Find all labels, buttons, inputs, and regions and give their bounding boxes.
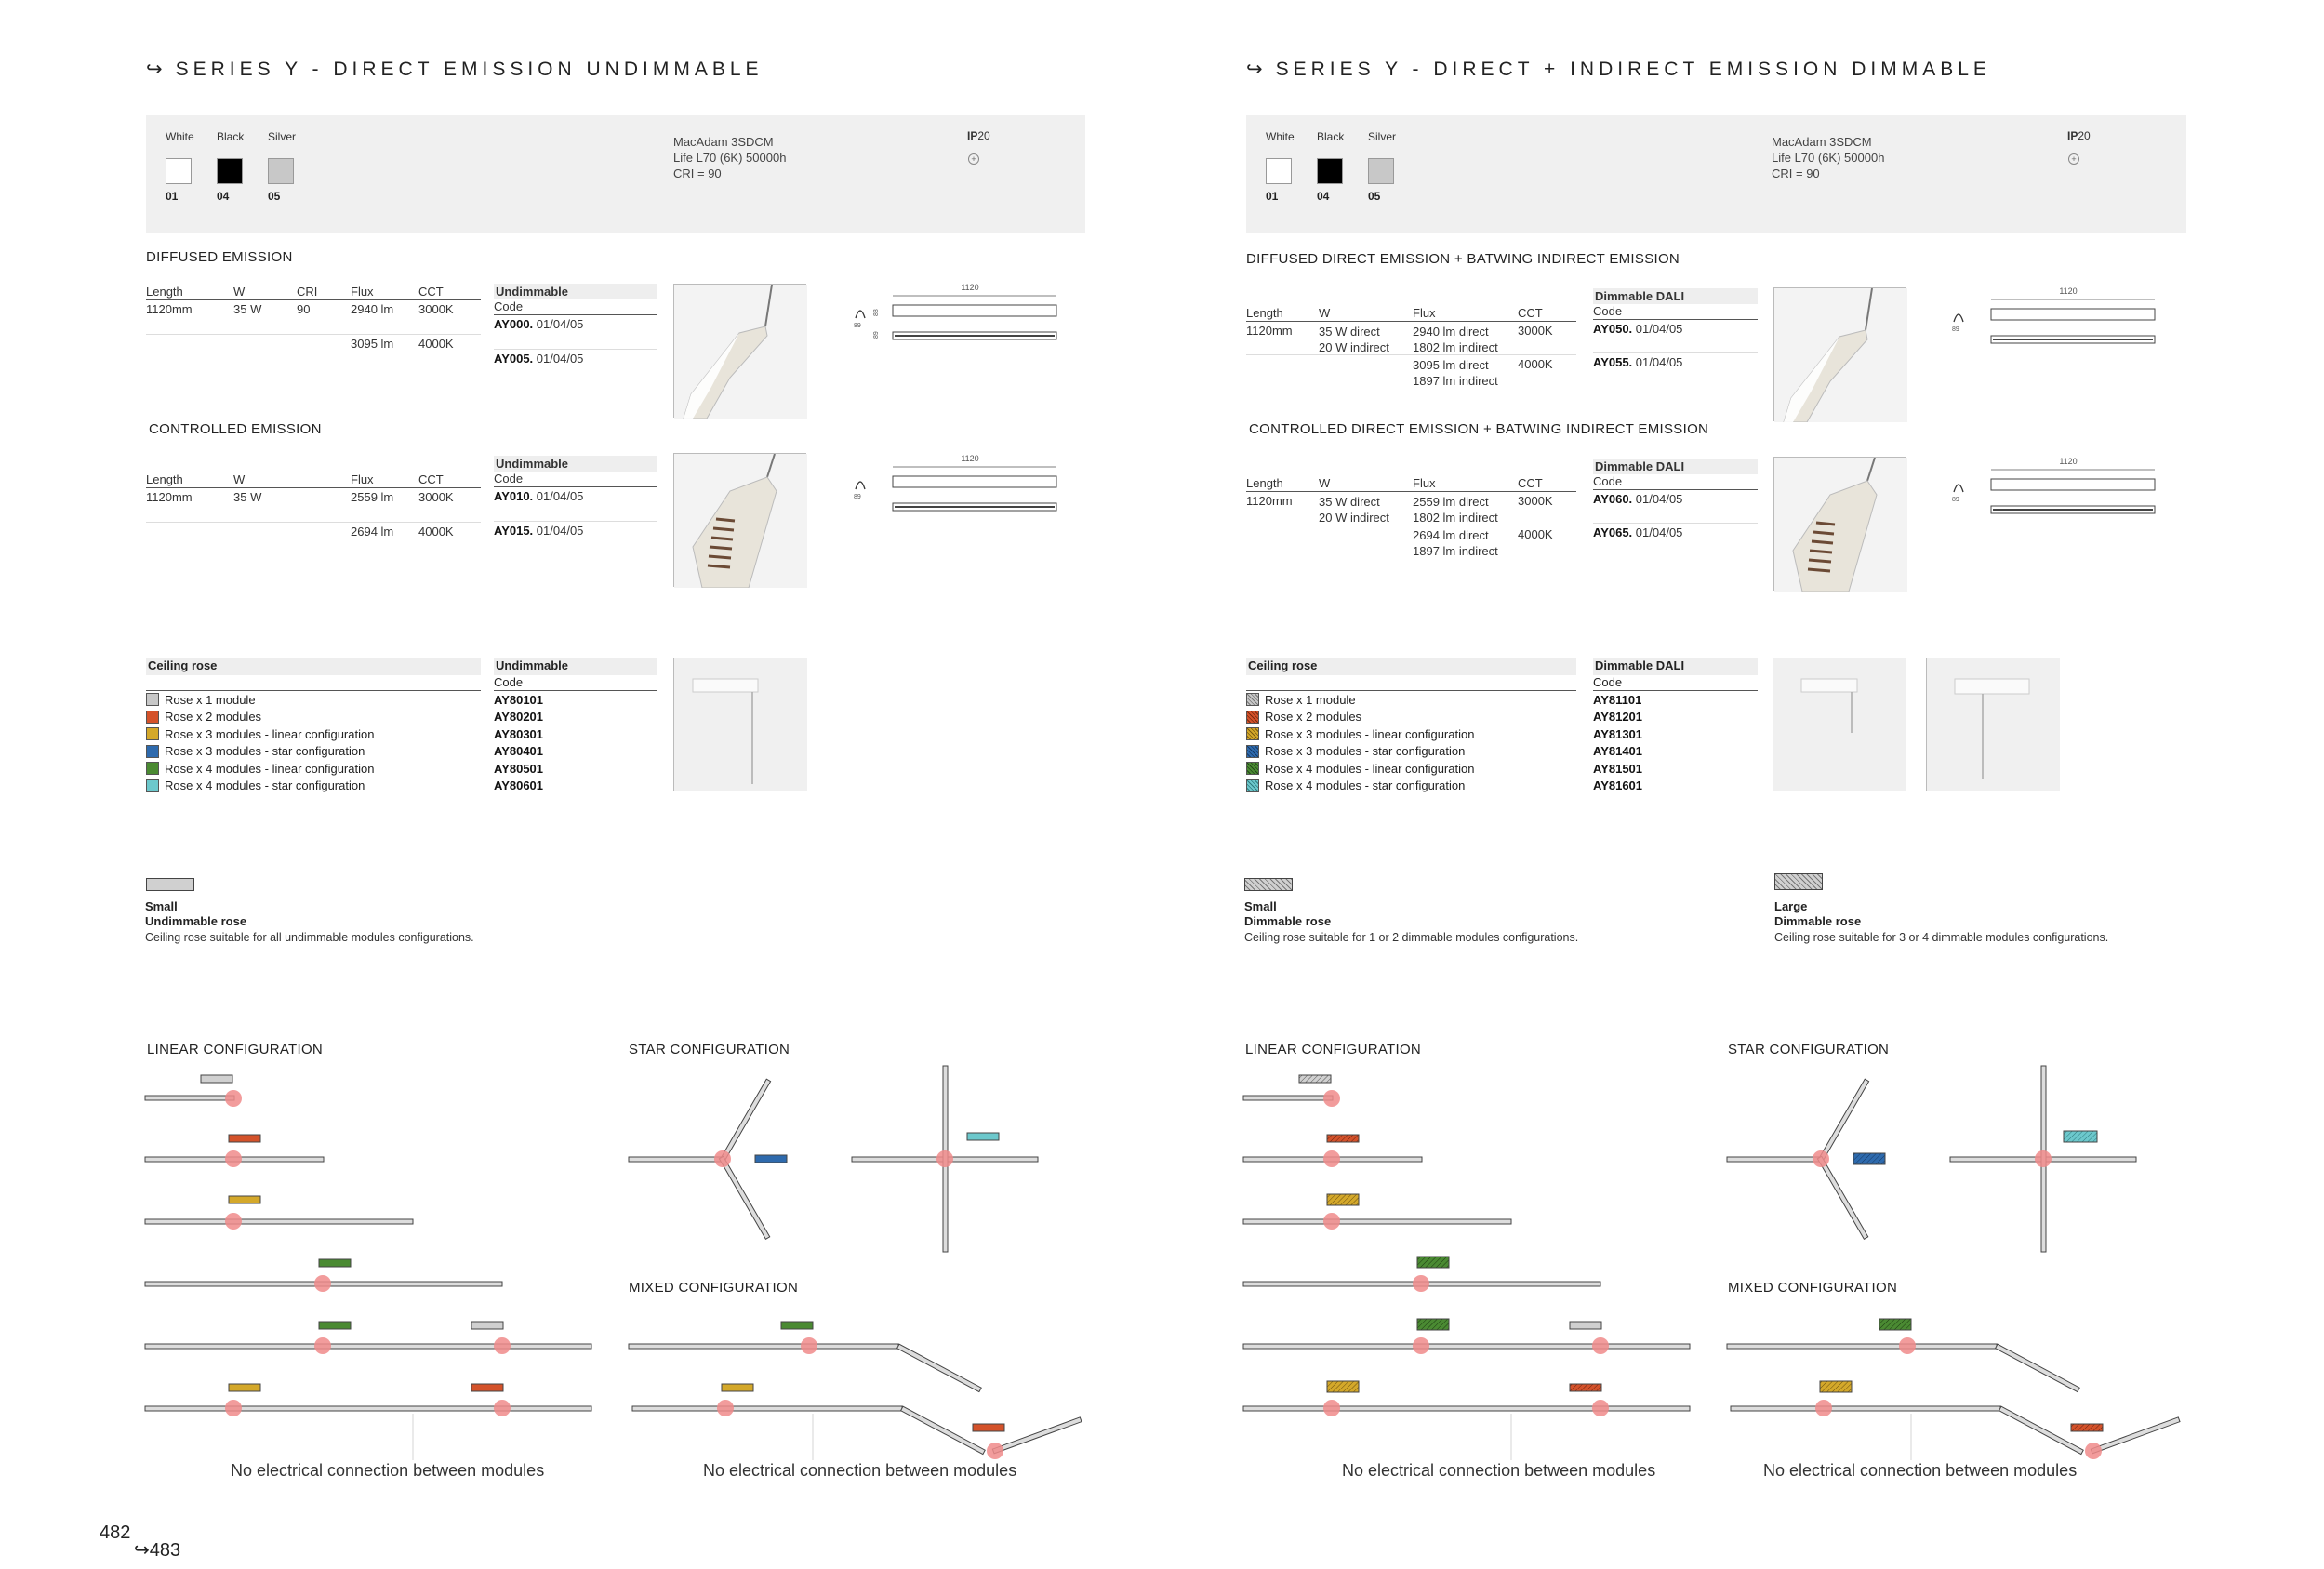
no-connection-note: No electrical connection between modules bbox=[1342, 1461, 1656, 1480]
finish-label: White bbox=[1266, 130, 1295, 143]
small-rose-title: Small bbox=[1244, 899, 1277, 913]
rose-color-swatch bbox=[1246, 779, 1259, 792]
dimension-drawing bbox=[1950, 455, 2164, 520]
large-rose-title: Large bbox=[1774, 899, 1808, 913]
svg-text:1120: 1120 bbox=[2059, 457, 2078, 466]
ceiling-rose-small-image bbox=[1773, 658, 1906, 791]
star-configuration-title: STAR CONFIGURATION bbox=[1728, 1042, 1890, 1057]
left-controlled-heading: CONTROLLED EMISSION bbox=[149, 421, 322, 437]
svg-text:1120: 1120 bbox=[961, 454, 979, 463]
left-spec-text: MacAdam 3SDCM Life L70 (6K) 50000h CRI = 90 bbox=[673, 135, 787, 180]
left-rose-table: Ceiling rose Rose x 1 module Rose x 2 modules Rose x 3 modules - linear configuration Rose x 3 modules - star configuration Rose x 4 modules - linear configuration Rose x 4 modules - star configuration bbox=[146, 658, 481, 794]
left-diffused-code-table: Undimmable Code AY000. 01/04/05 AY005. 01/04/05 bbox=[494, 285, 657, 368]
left-diffused-heading: DIFFUSED EMISSION bbox=[146, 249, 293, 265]
right-section-title: ↪ SERIES Y - DIRECT + INDIRECT EMISSION DIMMABLE bbox=[1246, 59, 1991, 80]
svg-text:89: 89 bbox=[854, 323, 861, 329]
finish-code: 04 bbox=[1317, 190, 1330, 203]
arrow-icon: ↪ bbox=[134, 1540, 150, 1561]
left-controlled-code-table: Undimmable Code AY010. 01/04/05 AY015. 01/04/05 bbox=[494, 456, 657, 540]
list-item: Rose x 4 modules - linear configuration bbox=[1246, 760, 1576, 778]
ceiling-rose-large-image bbox=[1926, 658, 2059, 791]
table-row: AY005. 01/04/05 bbox=[494, 352, 584, 366]
linear-row-4 bbox=[1243, 1257, 1600, 1292]
table-row: AY010. 01/04/05 bbox=[494, 487, 657, 522]
dimension-drawing bbox=[1950, 285, 2164, 350]
right-controlled-heading: CONTROLLED DIRECT EMISSION + BATWING INDIRECT EMISSION bbox=[1249, 421, 1709, 437]
star-4-modules bbox=[852, 1066, 1038, 1252]
arrow-icon: ↪ bbox=[146, 59, 163, 80]
right-finishes bbox=[1266, 128, 1414, 212]
linear-row-5 bbox=[145, 1322, 591, 1354]
list-item: Rose x 3 modules - linear configuration bbox=[146, 725, 481, 743]
left-controlled-table: Length W Flux CCT 1120mm 35 W 2559 lm 3000K 2694 lm 4000K bbox=[146, 472, 481, 541]
finish-code: 05 bbox=[268, 190, 281, 203]
page-number-left: 482 bbox=[100, 1522, 131, 1543]
table-row: 1120mm 35 W direct 20 W indirect 2940 lm direct 1802 lm indirect 3000K bbox=[1246, 322, 1576, 355]
finish-label: Silver bbox=[1368, 130, 1397, 143]
rose-color-swatch bbox=[146, 745, 159, 758]
linear-row-2 bbox=[1243, 1135, 1422, 1167]
finish-swatch-black bbox=[1317, 158, 1343, 184]
finish-code: 04 bbox=[217, 190, 230, 203]
finish-swatch-silver bbox=[1368, 158, 1394, 184]
svg-text:89: 89 bbox=[873, 331, 880, 339]
rose-color-swatch bbox=[1246, 727, 1259, 740]
table-row: 1120mm 35 W 2559 lm 3000K bbox=[146, 488, 481, 523]
product-image-controlled-dimmable bbox=[1773, 457, 1906, 591]
small-rose-desc: Ceiling rose suitable for all undimmable modules configurations. bbox=[145, 931, 474, 944]
left-section-title: ↪ SERIES Y - DIRECT EMISSION UNDIMMABLE bbox=[146, 59, 764, 80]
svg-text:89: 89 bbox=[1952, 326, 1959, 333]
svg-text:1120: 1120 bbox=[2059, 286, 2078, 296]
earth-symbol-icon: + bbox=[968, 153, 979, 165]
list-item: Rose x 3 modules - linear configuration bbox=[1246, 725, 1576, 743]
rose-color-swatch bbox=[1246, 762, 1259, 775]
star-4-modules bbox=[1950, 1066, 2136, 1252]
mixed-row-1 bbox=[629, 1322, 981, 1392]
left-ip-rating: IP20 bbox=[967, 129, 990, 142]
dimension-drawing bbox=[852, 281, 1066, 346]
finish-label: Black bbox=[1317, 130, 1345, 143]
list-item: Rose x 2 modules bbox=[1246, 709, 1576, 726]
small-rose-subtitle: Undimmable rose bbox=[145, 914, 247, 928]
list-item: Rose x 1 module bbox=[146, 691, 481, 709]
mixed-configuration-title: MIXED CONFIGURATION bbox=[629, 1280, 799, 1296]
linear-row-1 bbox=[145, 1075, 242, 1107]
rose-color-swatch bbox=[146, 693, 159, 706]
no-connection-note: No electrical connection between modules bbox=[231, 1461, 545, 1480]
right-diffused-table: Length W Flux CCT 1120mm 35 W direct 20 W indirect 2940 lm direct 1802 lm indirect 3000K 3095 lm direct 1897 lm indirect 4000K bbox=[1246, 306, 1576, 389]
mixed-row-1 bbox=[1727, 1319, 2079, 1392]
list-item: Rose x 1 module bbox=[1246, 691, 1576, 709]
small-rose-desc: Ceiling rose suitable for 1 or 2 dimmable modules configurations. bbox=[1244, 931, 1579, 944]
mixed-configuration-title: MIXED CONFIGURATION bbox=[1728, 1280, 1898, 1296]
table-row: AY060. 01/04/05 bbox=[1593, 490, 1758, 524]
rose-color-swatch bbox=[146, 779, 159, 792]
rose-color-swatch bbox=[1246, 711, 1259, 724]
arrow-icon: ↪ bbox=[1246, 59, 1263, 80]
right-controlled-code-table: Dimmable DALI Code AY060. 01/04/05 AY065. 01/04/05 bbox=[1593, 459, 1758, 557]
left-diffused-table: Length W CRI Flux CCT 1120mm 35 W 90 2940 lm 3000K 3095 lm 4000K bbox=[146, 285, 481, 353]
finish-code: 01 bbox=[1266, 190, 1279, 203]
finish-swatch-white bbox=[1266, 158, 1292, 184]
page-number-right: ↪483 bbox=[134, 1540, 181, 1561]
linear-row-3 bbox=[1243, 1194, 1511, 1230]
right-diffused-heading: DIFFUSED DIRECT EMISSION + BATWING INDIRECT EMISSION bbox=[1246, 251, 1680, 267]
table-row: 2694 lm direct 1897 lm indirect 4000K bbox=[1413, 527, 1553, 558]
product-image-controlled bbox=[673, 453, 806, 587]
dimension-drawing bbox=[852, 452, 1066, 517]
svg-text:88: 88 bbox=[873, 309, 880, 316]
small-rose-subtitle: Dimmable rose bbox=[1244, 914, 1332, 928]
finish-code: 01 bbox=[166, 190, 179, 203]
linear-row-4 bbox=[145, 1259, 502, 1292]
svg-text:1120: 1120 bbox=[961, 283, 979, 292]
table-row: AY000. 01/04/05 bbox=[494, 315, 657, 350]
linear-row-1 bbox=[1243, 1075, 1340, 1107]
linear-row-5 bbox=[1243, 1319, 1690, 1354]
linear-configuration-title: LINEAR CONFIGURATION bbox=[1245, 1042, 1422, 1057]
rose-color-swatch bbox=[1246, 693, 1259, 706]
star-3-modules bbox=[629, 1079, 787, 1239]
linear-row-6 bbox=[1243, 1381, 1690, 1460]
list-item: Rose x 4 modules - star configuration bbox=[146, 778, 481, 795]
finish-swatch-silver bbox=[268, 158, 294, 184]
table-row: 3095 lm direct 1897 lm indirect 4000K bbox=[1413, 357, 1553, 388]
left-finishes bbox=[166, 128, 314, 212]
no-connection-note: No electrical connection between modules bbox=[1763, 1461, 2078, 1480]
small-rose-title: Small bbox=[145, 899, 178, 913]
large-rose-shape bbox=[1774, 873, 1823, 890]
right-spec-text: MacAdam 3SDCM Life L70 (6K) 50000h CRI = 90 bbox=[1772, 135, 1885, 180]
list-item: Rose x 4 modules - star configuration bbox=[1246, 778, 1576, 795]
mixed-row-2 bbox=[1731, 1381, 2180, 1460]
rose-color-swatch bbox=[146, 727, 159, 740]
no-connection-note: No electrical connection between modules bbox=[703, 1461, 1017, 1480]
table-row: 2694 lm 4000K bbox=[351, 525, 454, 539]
finish-swatch-white bbox=[166, 158, 192, 184]
table-row: 3095 lm 4000K bbox=[351, 337, 454, 351]
product-image-diffused-dimmable bbox=[1773, 287, 1906, 421]
table-row: 1120mm 35 W 90 2940 lm 3000K bbox=[146, 300, 481, 335]
linear-row-3 bbox=[145, 1196, 413, 1230]
svg-text:89: 89 bbox=[1952, 497, 1959, 503]
rose-color-swatch bbox=[146, 711, 159, 724]
rose-color-swatch bbox=[1246, 745, 1259, 758]
finish-label: Black bbox=[217, 130, 245, 143]
right-configuration-diagram bbox=[1238, 1060, 2196, 1469]
small-rose-shape bbox=[146, 878, 194, 891]
linear-row-6 bbox=[145, 1384, 591, 1460]
rose-color-swatch bbox=[146, 762, 159, 775]
star-3-modules bbox=[1727, 1079, 1885, 1239]
right-rose-table: Ceiling rose Rose x 1 module Rose x 2 modules Rose x 3 modules - linear configuration Rose x 3 modules - star configuration Rose x 4 modules - linear configuration Rose x 4 modules - star configuration bbox=[1246, 658, 1576, 794]
linear-configuration-title: LINEAR CONFIGURATION bbox=[147, 1042, 324, 1057]
list-item: Rose x 3 modules - star configuration bbox=[1246, 743, 1576, 761]
right-controlled-table: Length W Flux CCT 1120mm 35 W direct 20 W indirect 2559 lm direct 1802 lm indirect 3000K 2694 lm direct 1897 lm indirect 4000K bbox=[1246, 476, 1576, 559]
mixed-row-2 bbox=[632, 1384, 1082, 1460]
earth-symbol-icon: + bbox=[2068, 153, 2079, 165]
table-row: AY015. 01/04/05 bbox=[494, 524, 584, 538]
ceiling-rose-image bbox=[673, 658, 806, 791]
finish-code: 05 bbox=[1368, 190, 1381, 203]
star-configuration-title: STAR CONFIGURATION bbox=[629, 1042, 790, 1057]
table-row: AY050. 01/04/05 bbox=[1593, 320, 1758, 353]
small-rose-shape bbox=[1244, 878, 1293, 891]
list-item: Rose x 2 modules bbox=[146, 709, 481, 726]
large-rose-desc: Ceiling rose suitable for 3 or 4 dimmable modules configurations. bbox=[1774, 931, 2109, 944]
right-diffused-code-table: Dimmable DALI Code AY050. 01/04/05 AY055. 01/04/05 bbox=[1593, 288, 1758, 387]
left-configuration-diagram bbox=[139, 1060, 1097, 1469]
finish-label: Silver bbox=[268, 130, 297, 143]
right-rose-code-table: Dimmable DALI Code AY81101 AY81201 AY81301 AY81401 AY81501 AY81601 bbox=[1593, 658, 1758, 794]
left-rose-code-table: Undimmable Code AY80101 AY80201 AY80301 AY80401 AY80501 AY80601 bbox=[494, 658, 657, 794]
table-row: AY065. 01/04/05 bbox=[1593, 525, 1683, 539]
right-ip-rating: IP20 bbox=[2067, 129, 2091, 142]
finish-swatch-black bbox=[217, 158, 243, 184]
finish-label: White bbox=[166, 130, 194, 143]
large-rose-subtitle: Dimmable rose bbox=[1774, 914, 1862, 928]
product-image-diffused bbox=[673, 284, 806, 418]
table-row: AY055. 01/04/05 bbox=[1593, 355, 1683, 369]
table-row: 1120mm 35 W direct 20 W indirect 2559 lm direct 1802 lm indirect 3000K bbox=[1246, 492, 1576, 525]
list-item: Rose x 3 modules - star configuration bbox=[146, 743, 481, 761]
svg-text:89: 89 bbox=[854, 494, 861, 500]
linear-row-2 bbox=[145, 1135, 324, 1167]
list-item: Rose x 4 modules - linear configuration bbox=[146, 760, 481, 778]
